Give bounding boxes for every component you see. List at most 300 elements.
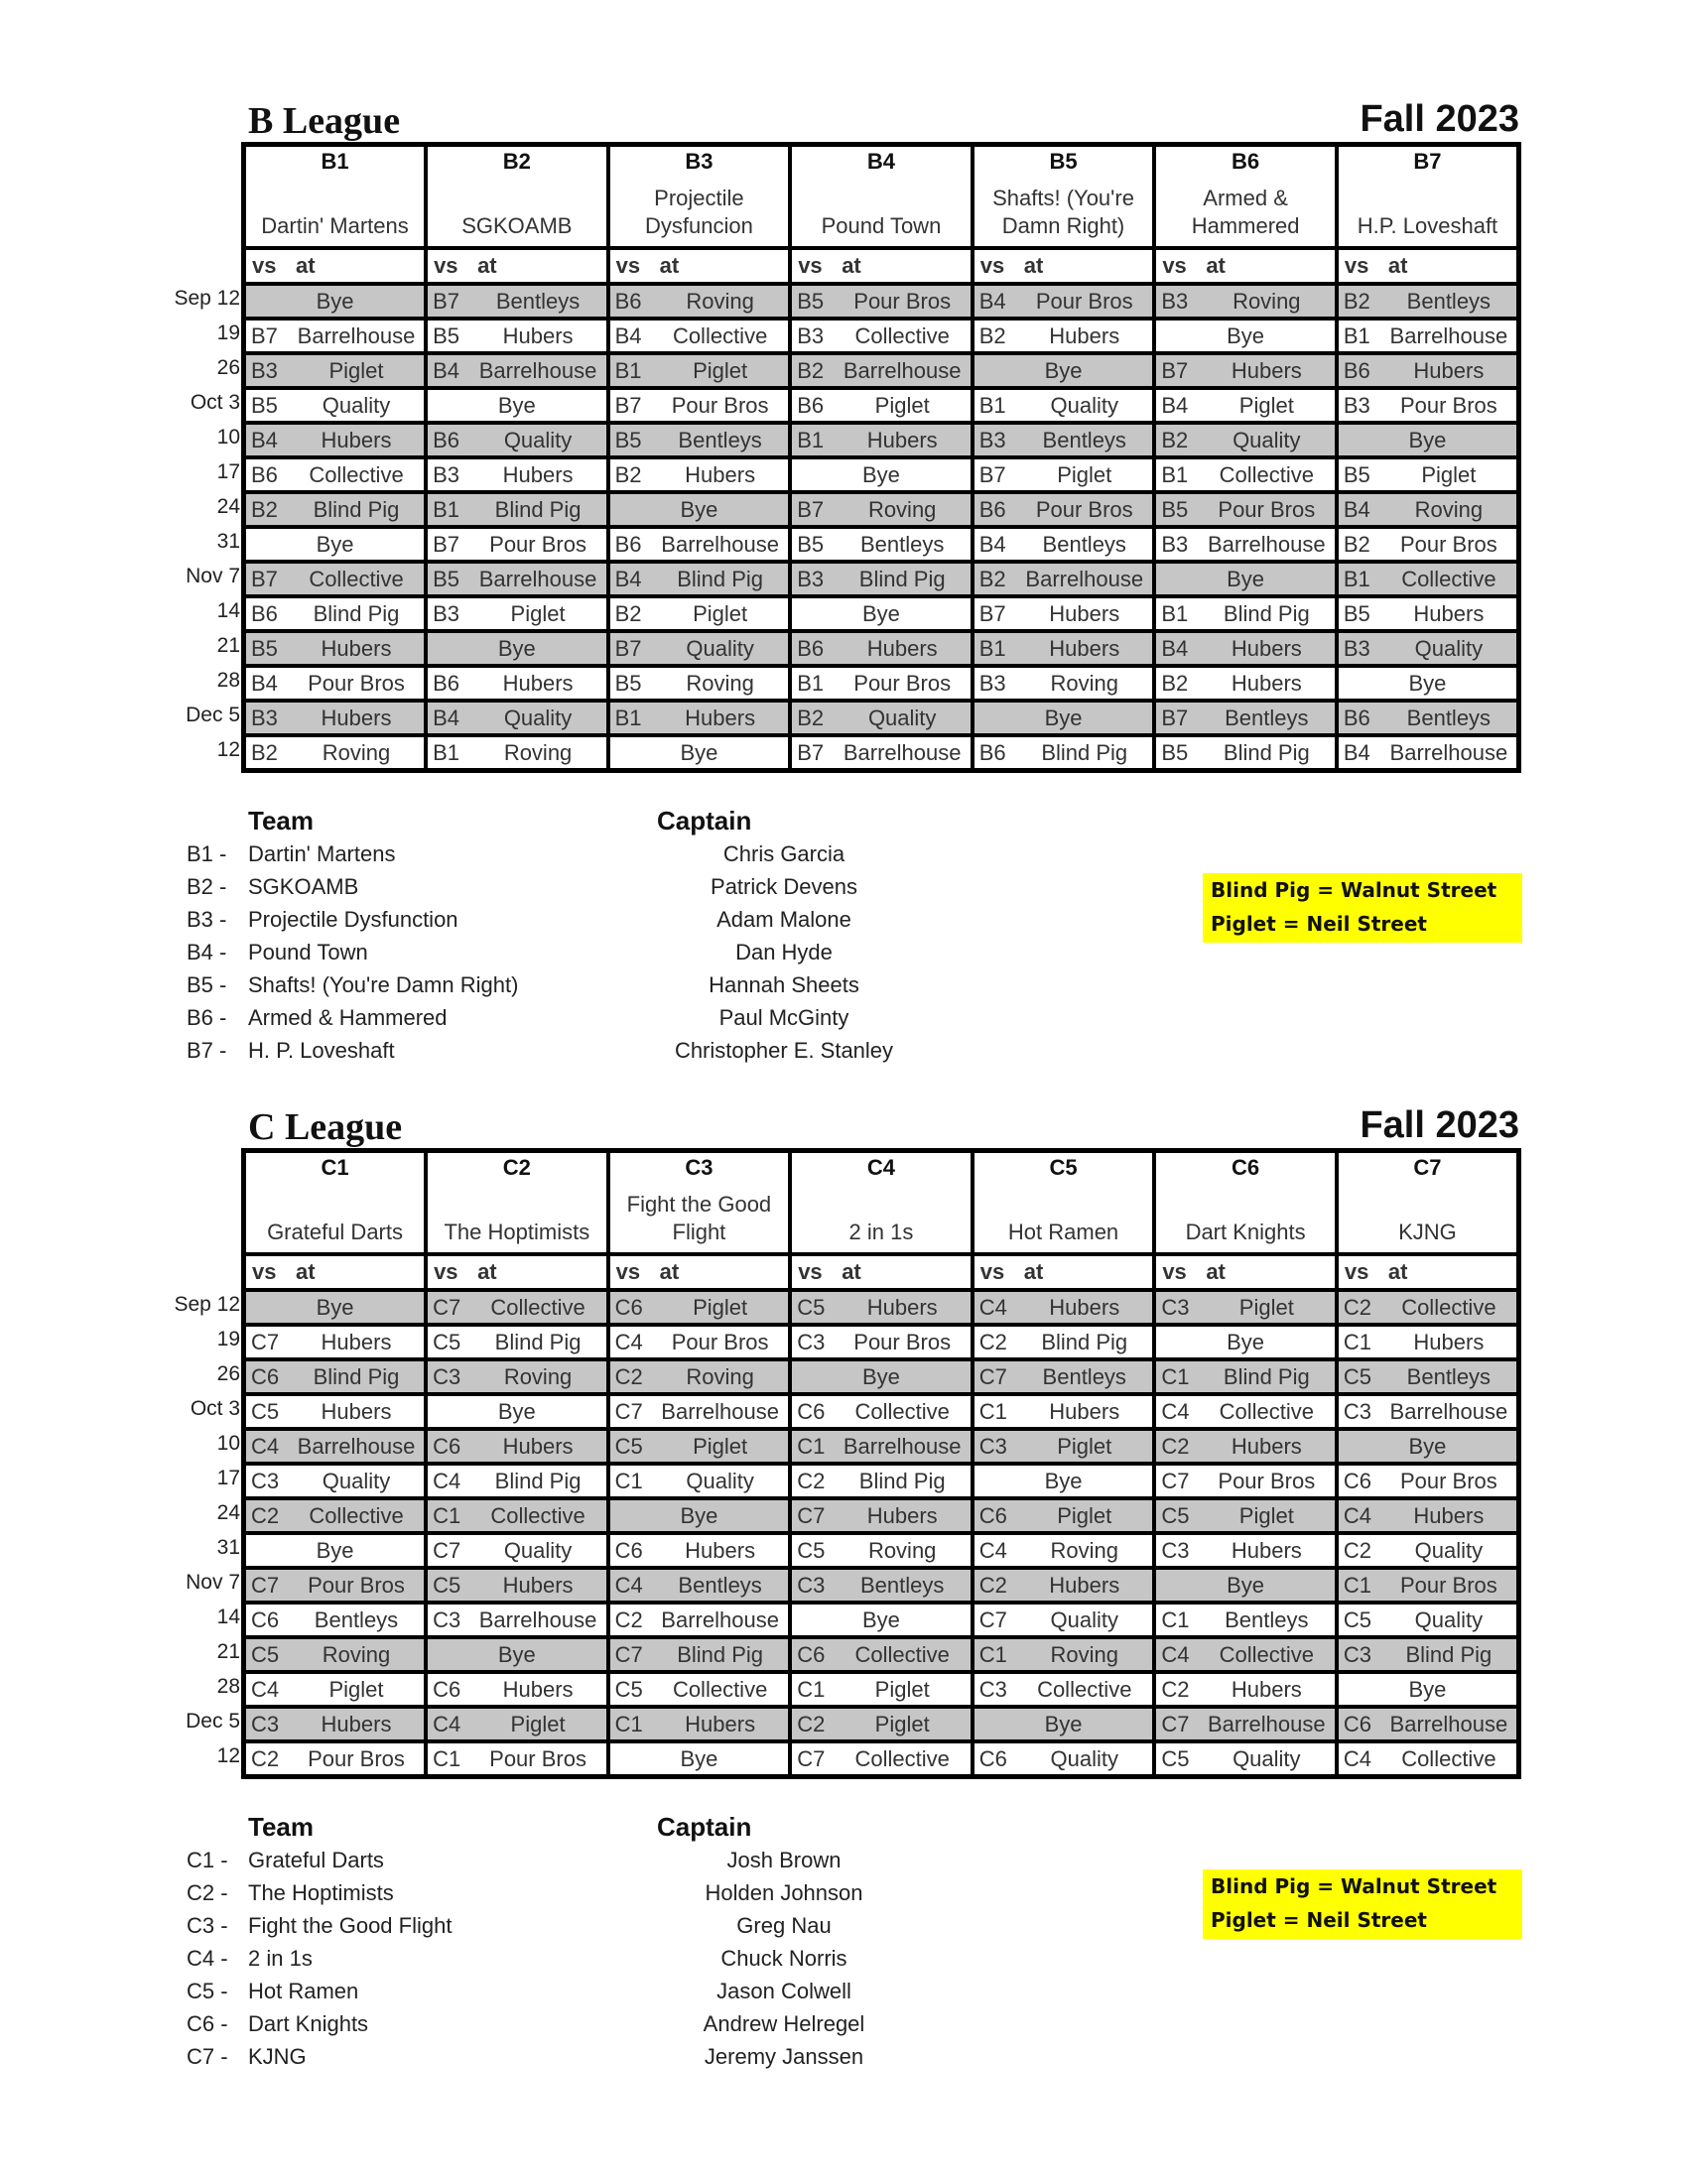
captain-name: Patrick Devens — [711, 874, 857, 899]
match-cell — [1337, 701, 1519, 735]
match-cell — [1154, 562, 1337, 596]
roster-team-name: Grateful Darts — [248, 1848, 384, 1872]
vs-at-header — [608, 1254, 791, 1290]
bye-label: Bye — [497, 392, 536, 418]
match-cell — [244, 562, 427, 596]
roster-team-name: H. P. Loveshaft — [248, 1038, 395, 1063]
match-cell — [973, 457, 1155, 492]
opponent-code: C1 — [1161, 1363, 1190, 1389]
match-cell — [244, 596, 427, 631]
opponent-code: B7 — [1161, 357, 1189, 383]
venue-name: Blind Pig — [313, 600, 400, 626]
captain-name: Josh Brown — [726, 1848, 842, 1872]
at-label: at — [842, 1259, 861, 1284]
opponent-code: B2 — [1343, 288, 1370, 314]
venue-name: Hubers — [321, 1398, 392, 1424]
team-column-header — [973, 145, 1155, 249]
captain-name: Adam Malone — [716, 907, 851, 932]
opponent-code: C4 — [614, 1329, 643, 1354]
match-cell — [244, 735, 427, 771]
match-cell — [790, 1394, 973, 1429]
vs-label: vs — [252, 253, 277, 278]
match-cell — [790, 1568, 973, 1603]
week-row — [244, 1464, 1519, 1498]
vs-label: vs — [979, 1259, 1005, 1284]
opponent-code: C6 — [433, 1433, 461, 1459]
opponent-code: C1 — [614, 1468, 643, 1493]
venue-name: Hubers — [1231, 1676, 1302, 1702]
week-date: 12 — [216, 1744, 240, 1767]
match-cell — [426, 1637, 608, 1672]
team-code: C3 — [685, 1155, 714, 1180]
opponent-code: B6 — [251, 461, 278, 487]
opponent-code: C1 — [978, 1398, 1007, 1424]
venue-name: Barrelhouse — [661, 1606, 779, 1632]
opponent-code: B3 — [1161, 288, 1189, 314]
opponent-code: B3 — [433, 461, 459, 487]
venue-name: Barrelhouse — [478, 1606, 597, 1632]
captain-header: Captain — [657, 806, 752, 835]
roster-code: B1 - — [187, 841, 227, 866]
team-column-header — [1337, 145, 1519, 249]
venue-name: Quality — [1233, 427, 1301, 452]
opponent-code: B4 — [1161, 635, 1189, 661]
venue-name: Barrelhouse — [297, 322, 416, 348]
team-code: B6 — [1232, 149, 1260, 174]
opponent-code: C1 — [978, 1641, 1007, 1667]
opponent-code: C4 — [251, 1676, 280, 1702]
match-cell — [1154, 388, 1337, 423]
venue-name: Pour Bros — [853, 670, 952, 696]
venue-name: Hubers — [321, 705, 392, 730]
week-row — [244, 1672, 1519, 1707]
venue-name: Pour Bros — [1035, 496, 1133, 522]
opponent-code: B5 — [614, 670, 642, 696]
match-cell — [244, 1498, 427, 1533]
at-label: at — [842, 253, 861, 278]
venue-name: Bentleys — [1225, 705, 1309, 730]
week-row — [244, 1498, 1519, 1533]
week-date: Sep 12 — [174, 287, 240, 310]
bye-label: Bye — [680, 1502, 718, 1528]
match-cell — [608, 1325, 791, 1359]
venue-name: Pour Bros — [671, 392, 769, 418]
opponent-code: C5 — [1343, 1606, 1371, 1632]
venue-name: Quality — [1414, 635, 1484, 661]
opponent-code: B7 — [433, 531, 459, 557]
venue-name: Hubers — [685, 1537, 756, 1563]
venue-name: Piglet — [693, 1294, 748, 1320]
opponent-code: C4 — [978, 1537, 1007, 1563]
opponent-code: C2 — [1161, 1433, 1190, 1459]
match-cell — [426, 1359, 608, 1394]
match-cell — [790, 1464, 973, 1498]
roster-code: B4 - — [187, 940, 227, 964]
team-code: B4 — [866, 149, 896, 174]
vs-at-header — [1154, 1254, 1337, 1290]
match-cell — [1337, 527, 1519, 562]
team-header: Team — [248, 806, 314, 835]
team-column-header — [973, 1151, 1155, 1255]
opponent-code: C5 — [1161, 1745, 1190, 1771]
opponent-code: C4 — [1161, 1641, 1190, 1667]
match-cell — [973, 1603, 1155, 1637]
opponent-code: B2 — [797, 357, 825, 383]
team-column-header — [608, 145, 791, 249]
opponent-code: B3 — [797, 322, 825, 348]
match-cell — [608, 492, 791, 527]
match-cell — [790, 1290, 973, 1325]
match-cell — [1337, 1603, 1519, 1637]
match-cell — [1337, 492, 1519, 527]
bye-label: Bye — [316, 1294, 354, 1320]
opponent-code: B3 — [1161, 531, 1189, 557]
match-cell — [608, 631, 791, 666]
vs-at-header — [790, 248, 973, 284]
bye-label: Bye — [1408, 1433, 1447, 1459]
bye-label: Bye — [1227, 322, 1265, 348]
opponent-code: C4 — [614, 1572, 643, 1598]
match-cell — [244, 1637, 427, 1672]
match-cell — [790, 457, 973, 492]
venue-name: Blind Pig — [677, 1641, 764, 1667]
venue-name: Roving — [1050, 1641, 1118, 1667]
venue-name: Collective — [490, 1502, 585, 1528]
match-cell — [1154, 596, 1337, 631]
venue-name: Quality — [1233, 1745, 1301, 1771]
team-name: The Hoptimists — [444, 1220, 590, 1244]
venue-name: Quality — [867, 705, 937, 730]
opponent-code: B7 — [433, 288, 459, 314]
match-cell — [244, 1707, 427, 1741]
schedule-grid — [241, 142, 1521, 773]
venue-name: Collective — [309, 461, 404, 487]
match-cell — [1154, 1464, 1337, 1498]
match-cell — [426, 1290, 608, 1325]
venue-name: Barrelhouse — [297, 1433, 416, 1459]
match-cell — [1337, 1359, 1519, 1394]
match-cell — [426, 735, 608, 771]
venue-name: Barrelhouse — [1389, 322, 1508, 348]
venue-name: Collective — [672, 1676, 768, 1702]
venue-name: Collective — [1037, 1676, 1132, 1702]
opponent-code: B5 — [797, 288, 825, 314]
bye-label: Bye — [497, 1398, 536, 1424]
season-title: Fall 2023 — [1360, 1104, 1519, 1146]
vs-label: vs — [798, 1259, 823, 1284]
match-cell — [1154, 1325, 1337, 1359]
match-cell — [790, 596, 973, 631]
match-cell — [973, 1741, 1155, 1777]
opponent-code: C2 — [1161, 1676, 1190, 1702]
venue-name: Hubers — [502, 322, 574, 348]
week-date: Dec 5 — [186, 704, 240, 726]
venue-name: Collective — [1401, 566, 1496, 591]
match-cell — [244, 319, 427, 353]
venue-name: Collective — [1219, 1398, 1314, 1424]
captain-header: Captain — [657, 1812, 752, 1842]
bye-label: Bye — [680, 739, 718, 765]
opponent-code: B1 — [433, 496, 459, 522]
match-cell — [1337, 1637, 1519, 1672]
venue-name: Pour Bros — [671, 1329, 769, 1354]
opponent-code: B6 — [433, 670, 459, 696]
match-cell — [426, 388, 608, 423]
venue-name: Quality — [686, 1468, 754, 1493]
opponent-code: C5 — [433, 1572, 461, 1598]
match-cell — [244, 1741, 427, 1777]
opponent-code: B6 — [251, 600, 278, 626]
venue-name: Hubers — [1231, 1433, 1302, 1459]
team-column-header — [1154, 145, 1337, 249]
match-cell — [426, 666, 608, 701]
venue-name: Barrelhouse — [843, 357, 962, 383]
opponent-code: B6 — [1343, 357, 1370, 383]
roster-code: C2 - — [187, 1880, 228, 1905]
venue-name: Bentleys — [314, 1606, 399, 1632]
match-cell — [244, 1325, 427, 1359]
week-date: 28 — [216, 1675, 240, 1698]
venue-name: Hubers — [1231, 635, 1302, 661]
match-cell — [973, 666, 1155, 701]
team-code: C1 — [321, 1155, 349, 1180]
team-code: B1 — [321, 149, 349, 174]
vs-at-header — [244, 1254, 427, 1290]
match-cell — [426, 596, 608, 631]
opponent-code: C7 — [614, 1398, 643, 1424]
bye-label: Bye — [680, 1745, 718, 1771]
at-label: at — [477, 1259, 497, 1284]
opponent-code: B5 — [1161, 496, 1189, 522]
opponent-code: B5 — [1343, 600, 1370, 626]
match-cell — [1154, 527, 1337, 562]
match-cell — [973, 1568, 1155, 1603]
opponent-code: C5 — [433, 1329, 461, 1354]
opponent-code: B2 — [978, 322, 1006, 348]
venue-name: Pour Bros — [489, 1745, 586, 1771]
venue-name: Hubers — [685, 461, 756, 487]
at-label: at — [1206, 253, 1226, 278]
match-cell — [1337, 1533, 1519, 1568]
opponent-code: C4 — [433, 1711, 461, 1736]
match-cell — [608, 319, 791, 353]
team-column-header — [790, 145, 973, 249]
match-cell — [426, 457, 608, 492]
week-row — [244, 1707, 1519, 1741]
venue-name: Piglet — [874, 1711, 930, 1736]
match-cell — [973, 735, 1155, 771]
match-cell — [790, 423, 973, 457]
vs-label: vs — [1162, 253, 1187, 278]
match-cell — [244, 457, 427, 492]
match-cell — [790, 1672, 973, 1707]
venue-name: Bentleys — [678, 427, 762, 452]
team-code: C2 — [502, 1155, 531, 1180]
roster-row — [149, 2011, 865, 2043]
opponent-code: C4 — [1343, 1745, 1371, 1771]
match-cell — [790, 1533, 973, 1568]
venue-note — [1203, 1869, 1522, 1939]
venue-name: Bentleys — [859, 531, 945, 557]
venue-name: Piglet — [874, 1676, 930, 1702]
roster-code: C1 - — [187, 1848, 228, 1872]
vs-at-header — [1337, 1254, 1519, 1290]
bye-label: Bye — [1408, 1676, 1447, 1702]
roster-team-name: Fight the Good Flight — [248, 1913, 453, 1938]
match-cell — [1154, 319, 1337, 353]
roster-team-name: 2 in 1s — [248, 1946, 313, 1971]
venue-name: Barrelhouse — [1207, 531, 1326, 557]
bye-label: Bye — [316, 288, 354, 314]
venue-name: Roving — [1050, 1537, 1118, 1563]
opponent-code: B3 — [251, 705, 278, 730]
match-cell — [1154, 1394, 1337, 1429]
opponent-code: C1 — [614, 1711, 643, 1736]
opponent-code: B1 — [797, 427, 825, 452]
opponent-code: B2 — [614, 600, 642, 626]
venue-name: Hubers — [321, 427, 392, 452]
match-cell — [1154, 701, 1337, 735]
roster-team-name: KJNG — [248, 2044, 307, 2069]
venue-name: Hubers — [502, 1572, 574, 1598]
match-cell — [973, 1672, 1155, 1707]
match-cell — [790, 1498, 973, 1533]
opponent-code: C5 — [251, 1641, 280, 1667]
opponent-code: B5 — [614, 427, 642, 452]
roster-team-name: Projectile Dysfunction — [248, 907, 458, 932]
vs-at-header — [608, 248, 791, 284]
match-cell — [608, 1464, 791, 1498]
opponent-code: C6 — [1343, 1468, 1371, 1493]
match-cell — [1337, 319, 1519, 353]
season-title: Fall 2023 — [1360, 98, 1519, 140]
roster-row — [149, 1979, 851, 2010]
match-cell — [1154, 1429, 1337, 1464]
opponent-code: B1 — [614, 357, 642, 383]
league-title: C League — [248, 1106, 403, 1148]
opponent-code: C6 — [433, 1676, 461, 1702]
venue-name: Hubers — [685, 705, 756, 730]
venue-name: Roving — [322, 1641, 391, 1667]
venue-name: Collective — [854, 1398, 950, 1424]
week-date: 17 — [216, 1467, 240, 1489]
venue-name: Barrelhouse — [478, 566, 597, 591]
opponent-code: C1 — [1343, 1329, 1371, 1354]
opponent-code: C6 — [614, 1537, 643, 1563]
venue-name: Hubers — [502, 1676, 574, 1702]
week-date: 26 — [216, 1362, 240, 1385]
match-cell — [1337, 388, 1519, 423]
opponent-code: C4 — [978, 1294, 1007, 1320]
opponent-code: B7 — [1161, 705, 1189, 730]
venue-name: Piglet — [1421, 461, 1477, 487]
venue-name: Barrelhouse — [1025, 566, 1144, 591]
match-cell — [1337, 666, 1519, 701]
vs-label: vs — [434, 1259, 458, 1284]
roster-row — [149, 841, 844, 873]
venue-name: Pour Bros — [853, 288, 952, 314]
team-column-header — [426, 1151, 608, 1255]
venue-name: Barrelhouse — [661, 1398, 779, 1424]
venue-note-line: Blind Pig = Walnut Street — [1211, 1874, 1497, 1898]
match-cell — [426, 1568, 608, 1603]
week-date: Oct 3 — [190, 1397, 240, 1420]
team-code: B5 — [1049, 149, 1078, 174]
roster-code: C4 - — [187, 1946, 228, 1971]
roster-team-name: Pound Town — [248, 940, 368, 964]
venue-name: Blind Pig — [677, 566, 764, 591]
match-cell — [608, 1741, 791, 1777]
venue-name: Roving — [686, 1363, 754, 1389]
match-cell — [608, 284, 791, 319]
opponent-code: B3 — [797, 566, 825, 591]
match-cell — [426, 353, 608, 388]
week-date: 14 — [216, 599, 240, 622]
venue-name: Piglet — [510, 600, 566, 626]
match-cell — [790, 701, 973, 735]
vs-at-header — [426, 248, 608, 284]
venue-name: Pour Bros — [308, 670, 405, 696]
venue-name: Hubers — [502, 461, 574, 487]
match-cell — [608, 666, 791, 701]
opponent-code: C3 — [797, 1329, 826, 1354]
opponent-code: B6 — [797, 392, 825, 418]
match-cell — [1337, 631, 1519, 666]
captain-name: Christopher E. Stanley — [674, 1038, 894, 1063]
week-row — [244, 1568, 1519, 1603]
venue-name: Collective — [309, 1502, 404, 1528]
opponent-code: B3 — [1343, 635, 1370, 661]
match-cell — [426, 284, 608, 319]
match-cell — [973, 631, 1155, 666]
roster-row — [149, 2044, 864, 2076]
match-cell — [1154, 631, 1337, 666]
week-row — [244, 1325, 1519, 1359]
team-name: Pound Town — [821, 213, 942, 238]
match-cell — [790, 562, 973, 596]
venue-name: Piglet — [693, 357, 748, 383]
match-cell — [608, 1429, 791, 1464]
opponent-code: B6 — [1343, 705, 1370, 730]
vs-at-header — [426, 1254, 608, 1290]
opponent-code: C4 — [433, 1468, 461, 1493]
vs-label: vs — [615, 253, 641, 278]
roster-code: C3 - — [187, 1913, 228, 1938]
at-label: at — [1023, 253, 1044, 278]
venue-name: Pour Bros — [1399, 531, 1497, 557]
venue-name: Quality — [322, 1468, 391, 1493]
week-date: 28 — [216, 669, 240, 692]
opponent-code: C2 — [251, 1502, 280, 1528]
match-cell — [608, 353, 791, 388]
match-cell — [608, 1568, 791, 1603]
opponent-code: C1 — [1161, 1606, 1190, 1632]
opponent-code: B5 — [433, 322, 459, 348]
vs-at-header — [973, 1254, 1155, 1290]
match-cell — [973, 701, 1155, 735]
opponent-code: B4 — [1161, 392, 1189, 418]
opponent-code: B7 — [251, 566, 278, 591]
match-cell — [973, 1359, 1155, 1394]
week-row — [244, 562, 1519, 596]
week-date: 12 — [216, 738, 240, 761]
venue-name: Roving — [322, 739, 391, 765]
venue-note-line: Blind Pig = Walnut Street — [1211, 878, 1497, 902]
match-cell — [426, 527, 608, 562]
venue-note-line: Piglet = Neil Street — [1211, 912, 1427, 936]
match-cell — [790, 319, 973, 353]
vs-label: vs — [615, 1259, 641, 1284]
